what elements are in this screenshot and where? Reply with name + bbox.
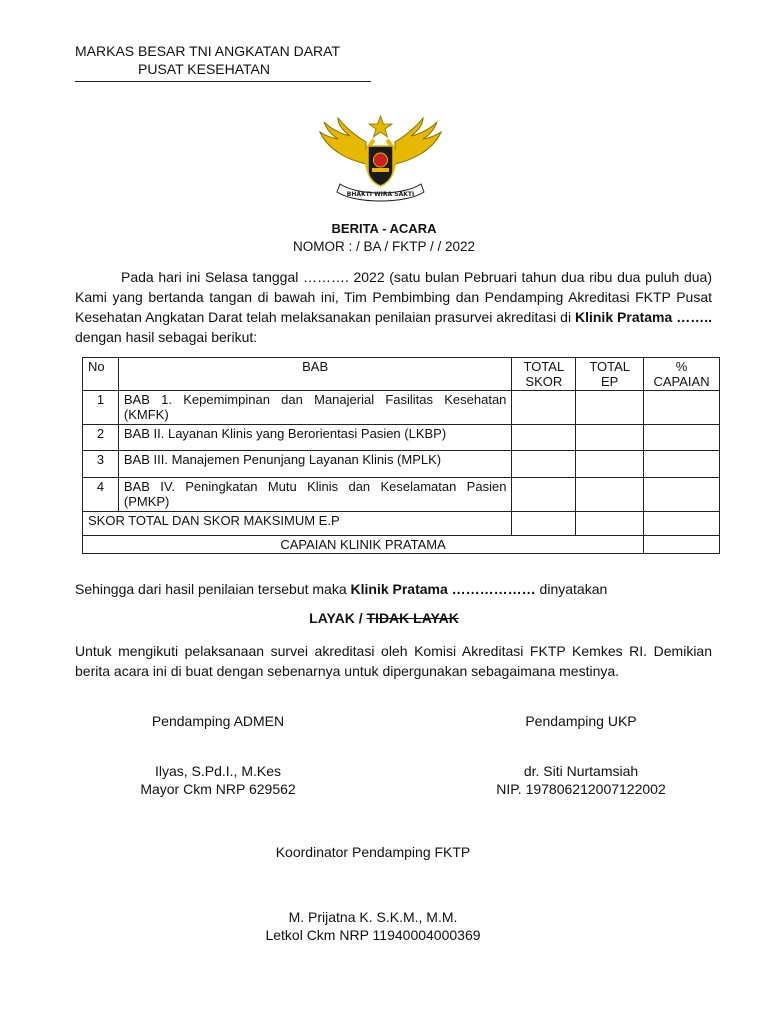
conclusion-paragraph <box>75 579 712 599</box>
row-capaian <box>644 391 720 425</box>
verdict-layak: LAYAK / <box>309 610 367 626</box>
row-total-ep <box>576 391 644 425</box>
signature-koordinator <box>230 908 516 944</box>
table-total-row <box>83 512 720 536</box>
intro-text-a: Pada hari ini Selasa tanggal ………. 2022 (satu bulan Pebruari tahun dua ribu dua puluh dua) Kami yang bertanda tangan di bawah ini, Tim Pembimbing dan Pendamping Akreditasi FKTP Pusat Kesehatan Angkatan Darat telah melaksanakan penilaian prasurvei akreditasi di <box>75 269 712 325</box>
signature-koordinator-name: M. Prijatna K. S.K.M., M.M. <box>288 909 458 925</box>
letterhead-line1: MARKAS BESAR TNI ANGKATAN DARAT <box>75 43 341 59</box>
table-header-row <box>83 358 720 391</box>
intro-text-b: dengan hasil sebagai berikut: <box>75 329 258 345</box>
intro-clinic-name: Klinik Pratama …….. <box>574 309 712 325</box>
col-header-total-skor: TOTAL SKOR <box>512 358 576 391</box>
row-total-ep <box>576 451 644 478</box>
table-row <box>83 391 720 425</box>
capaian-label: CAPAIAN KLINIK PRATAMA <box>83 536 644 554</box>
row-total-ep <box>576 425 644 451</box>
col-header-no: No <box>83 358 119 391</box>
signature-koordinator-role: Koordinator Pendamping FKTP <box>275 844 471 860</box>
signature-ukp <box>438 762 724 798</box>
total-capaian-cell <box>644 512 720 536</box>
conclusion-text-a: Sehingga dari hasil penilaian tersebut maka <box>75 581 351 597</box>
emblem-motto: BHAKTI WIRA SAKTI <box>346 191 415 198</box>
verdict <box>0 610 768 626</box>
capaian-value-cell <box>644 536 720 554</box>
row-bab: BAB 1. Kepemimpinan dan Manajerial Fasilitas Kesehatan (KMFK) <box>118 391 512 425</box>
row-bab: BAB IV. Peningkatan Mutu Klinis dan Keselamatan Pasien (PMKP) <box>118 478 512 512</box>
row-capaian <box>644 478 720 512</box>
closing-paragraph: Untuk mengikuti pelaksanaan survei akreditasi oleh Komisi Akreditasi FKTP Kemkes RI. Demikian berita acara ini di buat dengan sebenarnya untuk dipergunakan sebagaimana mestinya. <box>75 643 712 679</box>
signature-admen-name: Ilyas, S.Pd.I., M.Kes <box>154 763 282 779</box>
total-ep-cell <box>576 512 644 536</box>
letterhead-rule <box>75 81 371 82</box>
signature-koordinator-rank: Letkol Ckm NRP 11940004000369 <box>265 927 481 943</box>
letterhead-line2: PUSAT KESEHATAN <box>138 61 270 77</box>
row-bab: BAB III. Manajemen Penunjang Layanan Klinis (MPLK) <box>118 451 512 478</box>
conclusion-clinic-name: Klinik Pratama ……………… <box>350 581 536 597</box>
total-skor-cell <box>512 512 576 536</box>
conclusion-text-b: dinyatakan <box>535 581 608 597</box>
table-row <box>83 478 720 512</box>
row-capaian <box>644 451 720 478</box>
assessment-table <box>82 357 720 554</box>
tni-ad-emblem-icon <box>318 112 443 208</box>
col-header-total-ep: TOTAL EP <box>576 358 644 391</box>
signature-admen <box>75 762 361 798</box>
row-bab: BAB II. Layanan Klinis yang Berorientasi Pasien (LKBP) <box>118 425 512 451</box>
col-header-bab: BAB <box>118 358 512 391</box>
signature-admen-role: Pendamping ADMEN <box>151 713 285 729</box>
col-header-capaian: % CAPAIAN <box>644 358 720 391</box>
total-label: SKOR TOTAL DAN SKOR MAKSIMUM E.P <box>83 512 512 536</box>
document-number: NOMOR : / BA / FKTP / / 2022 <box>292 239 476 254</box>
intro-paragraph <box>75 267 712 347</box>
row-no: 4 <box>83 478 119 512</box>
verdict-tidak-layak: TIDAK LAYAK <box>366 610 459 626</box>
signature-ukp-name: dr. Siti Nurtamsiah <box>523 763 639 779</box>
signature-admen-rank: Mayor Ckm NRP 629562 <box>140 781 296 797</box>
row-total-ep <box>576 478 644 512</box>
row-no: 3 <box>83 451 119 478</box>
row-total-skor <box>512 478 576 512</box>
letterhead <box>75 42 371 82</box>
table-capaian-row <box>83 536 720 554</box>
signature-ukp-rank: NIP. 197806212007122002 <box>496 781 666 797</box>
document-title: BERITA - ACARA <box>331 221 437 236</box>
row-no: 2 <box>83 425 119 451</box>
row-total-skor <box>512 451 576 478</box>
table-row <box>83 451 720 478</box>
row-total-skor <box>512 391 576 425</box>
signature-ukp-role: Pendamping UKP <box>525 713 637 729</box>
table-row <box>83 425 720 451</box>
row-no: 1 <box>83 391 119 425</box>
row-capaian <box>644 425 720 451</box>
row-total-skor <box>512 425 576 451</box>
